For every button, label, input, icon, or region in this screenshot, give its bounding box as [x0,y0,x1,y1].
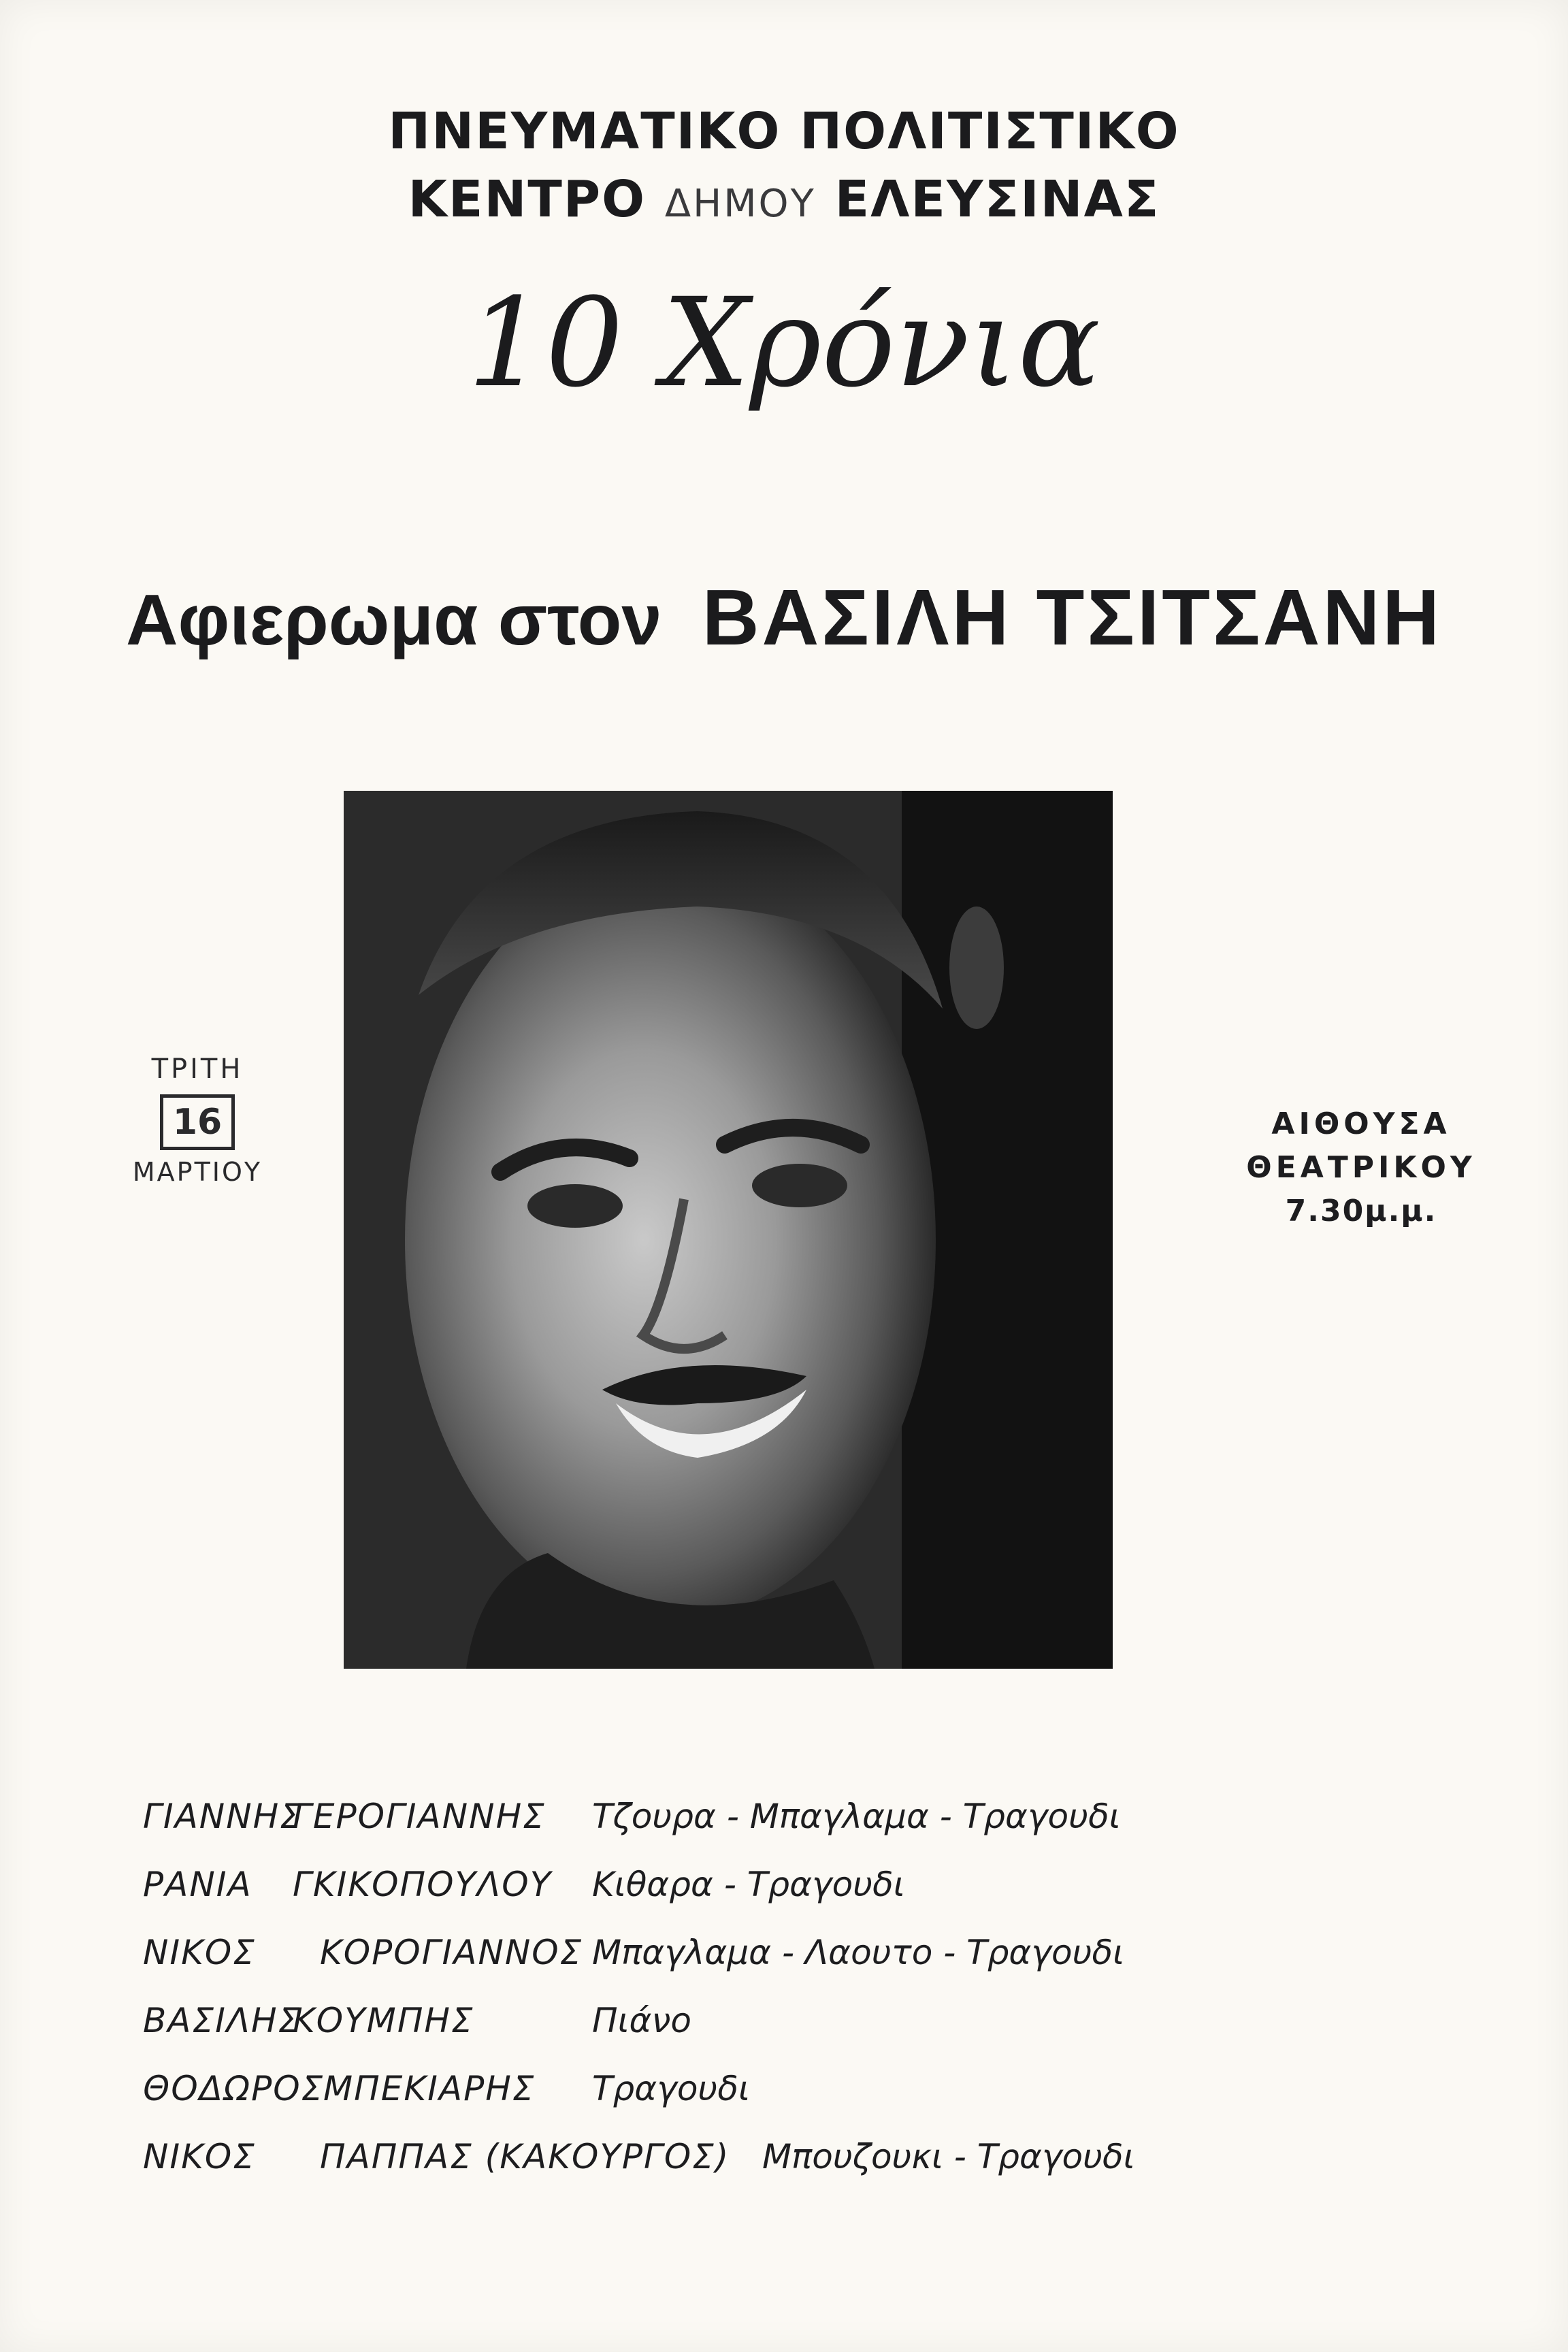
cast-first-name: ΒΑΣΙΛΗΣ [143,2001,301,2040]
cast-last-name: ΠΑΠΠΑΣ (ΚΑΚΟΥΡΓΟΣ) [320,2137,730,2176]
cast-last-name: ΓΕΡΟΓΙΑΝΝΗΣ [293,1797,546,1836]
cast-last-name: ΚΟΥΜΠΗΣ [293,2001,474,2040]
venue-line-2: ΘΕΑΤΡΙΚΟΥ [1246,1150,1476,1185]
cast-role: Πιάνο [592,2001,691,2040]
venue-line-1: ΑΙΘΟΥΣΑ [1271,1107,1451,1141]
cast-row [143,2137,1436,2205]
cast-first-name: ΓΙΑΝΝΗΣ [143,1797,303,1836]
cast-first-name: ΝΙΚΟΣ [143,1933,256,1972]
cast-row [143,1933,1436,2001]
cast-row [143,2001,1436,2069]
cast-role: Τραγουδι [592,2069,750,2108]
cast-row [143,1797,1436,1865]
tribute-heading [0,572,1568,663]
portrait-photo [344,791,1113,1669]
cast-role: Κιθαρα - Τραγουδι [592,1865,905,1904]
cast-last-name: ΜΠΕΚΙΑΡΗΣ [323,2069,536,2108]
organization-word-kentro: ΚΕΝΤΡΟ [408,170,647,229]
cast-last-name: ΚΟΡΟΓΙΑΝΝΟΣ [320,1933,583,1972]
organization-line-2 [0,170,1568,229]
cast-row [143,2069,1436,2137]
cast-role: Μπαγλαμα - Λαουτο - Τραγουδι [592,1933,1125,1972]
portrait-illustration [344,791,1113,1669]
tribute-name: ΒΑΣΙΛΗ ΤΣΙΤΣΑΝΗ [702,573,1442,662]
event-date [116,1054,279,1187]
cast-first-name: ΡΑΝΙΑ [143,1865,252,1904]
organization-word-elefsinas: ΕΛΕΥΣΙΝΑΣ [834,170,1160,229]
tribute-prefix: Αφιερωμα στον [126,580,662,660]
cast-list [143,1797,1436,2205]
organization-word-dimou: ΔΗΜΟΥ [664,182,816,226]
event-venue [1225,1102,1497,1233]
cast-role: Μπουζουκι - Τραγουδι [762,2137,1135,2176]
cast-row [143,1865,1436,1933]
cast-role: Τζουρα - Μπαγλαμα - Τραγουδι [592,1797,1121,1836]
date-day-name: ΤΡΙΤΗ [151,1054,244,1085]
cast-first-name: ΘΟΔΩΡΟΣ [143,2069,325,2108]
cast-last-name: ΓΚΙΚΟΠΟΥΛΟΥ [293,1865,553,1904]
date-day-number: 16 [160,1094,235,1150]
cast-first-name: ΝΙΚΟΣ [143,2137,256,2176]
organization-line-1: ΠΝΕΥΜΑΤΙΚΟ ΠΟΛΙΤΙΣΤΙΚΟ [388,102,1180,161]
event-time: 7.30μ.μ. [1285,1194,1437,1228]
date-month: ΜΑΡΤΙΟΥ [132,1157,263,1187]
anniversary-heading: 10 Χρόνια [467,272,1101,414]
